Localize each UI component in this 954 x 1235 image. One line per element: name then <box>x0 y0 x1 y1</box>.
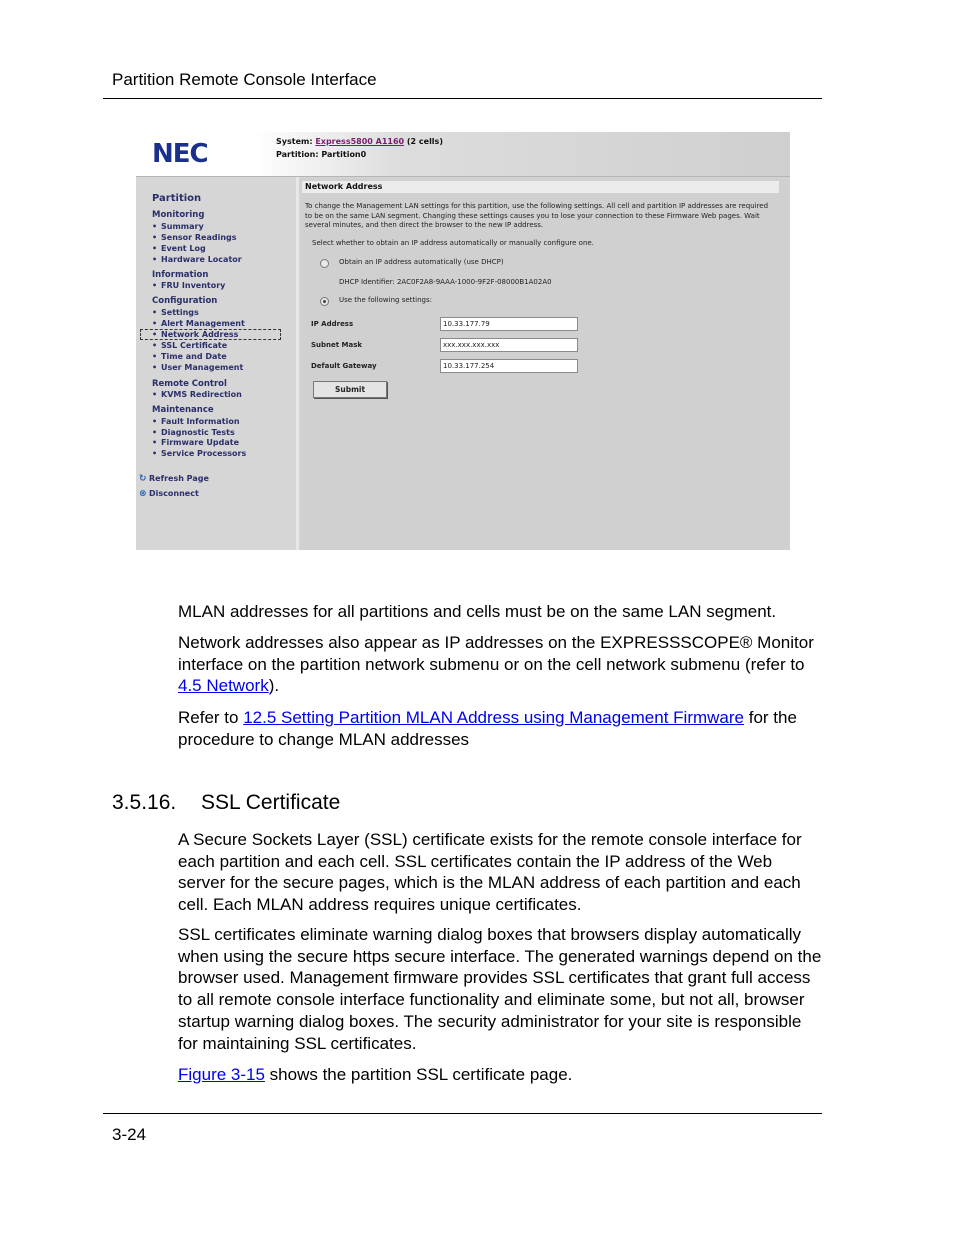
ip-address-input[interactable]: 10.33.177.79 <box>440 317 578 331</box>
subnet-mask-label: Subnet Mask <box>311 341 363 349</box>
link-4-5-network[interactable]: 4.5 Network <box>178 676 269 696</box>
section-title: Network Address <box>302 181 779 193</box>
paragraph-ssl-warnings: SSL certificates eliminate warning dialog boxes that browsers display automatically when using the secure https secure interface. The generated warnings depend on the browser used. Management firmware provides SSL certificates that grant full access to all remote console interface functionality and eliminate some, but not all, browser startup warning dialog boxes. The security administrator for your site is responsible for maintaining SSL certificates. <box>178 925 822 1053</box>
paragraph-figure-ref: Figure 3-15 shows the partition SSL certificate page. <box>178 1065 573 1084</box>
network-address-screenshot <box>136 132 790 550</box>
select-prompt: Select whether to obtain an IP address automatically or manually configure one. <box>312 239 594 247</box>
nav-item-kvms-redirection[interactable]: • KVMS Redirection <box>152 390 242 399</box>
system-link[interactable]: Express5800 A1160 <box>315 137 405 146</box>
intro-text: To change the Management LAN settings for this partition, use the following settings. All cell and partition IP addresses are required to be on the same LAN segment. Changing these settings causes you to lose your connection to these Firmware Web pages. Wait several minutes, and then direct the browser to the new IP address. <box>305 202 769 229</box>
console-banner <box>136 132 790 177</box>
nav-item-user-management[interactable]: • User Management <box>152 363 244 372</box>
nav-group-monitoring: Monitoring <box>152 210 205 220</box>
dhcp-radio[interactable] <box>320 259 329 268</box>
paragraph-ssl-intro: A Secure Sockets Layer (SSL) certificate exists for the remote console interface for each partition and each cell. SSL certificates contain the IP address of the Web server for the secure pages, which is the MLAN address of each partition and each cell. Each MLAN address requires unique certificates. <box>178 830 802 915</box>
subnet-mask-input[interactable]: xxx.xxx.xxx.xxx <box>440 338 578 352</box>
console-sidebar <box>136 177 299 550</box>
paragraph-mlan-segment: MLAN addresses for all partitions and cells must be on the same LAN segment. <box>178 602 777 621</box>
nav-item-alert-management[interactable]: • Alert Management <box>152 319 245 328</box>
link-figure-3-15[interactable]: Figure 3-15 <box>178 1065 265 1084</box>
nav-item-hardware-locator[interactable]: • Hardware Locator <box>152 255 242 264</box>
nav-item-summary[interactable]: • Summary <box>152 222 204 231</box>
nav-item-diagnostic-tests[interactable]: • Diagnostic Tests <box>152 428 235 437</box>
disconnect-icon: ⊗ <box>139 489 147 499</box>
console-main <box>302 179 790 550</box>
nav-item-ssl-certificate[interactable]: • SSL Certificate <box>152 341 228 350</box>
system-line: System: Express5800 A1160 (2 cells) <box>276 137 443 146</box>
default-gateway-input[interactable]: 10.33.177.254 <box>440 359 578 373</box>
dhcp-option-label: Obtain an IP address automatically (use DHCP) <box>339 258 504 266</box>
footer-rule <box>103 1113 822 1114</box>
nav-item-firmware-update[interactable]: • Firmware Update <box>152 438 240 447</box>
link-12-5-setting-mlan[interactable]: 12.5 Setting Partition MLAN Address using Management Firmware <box>243 708 744 727</box>
nav-item-fault-information[interactable]: • Fault Information <box>152 417 240 426</box>
page-number: 3-24 <box>112 1125 147 1144</box>
refresh-icon: ↻ <box>139 474 147 484</box>
partition-line: Partition: Partition0 <box>276 150 367 159</box>
section-number: 3.5.16. <box>112 791 177 814</box>
submit-button[interactable]: Submit <box>313 381 387 398</box>
nav-item-sensor-readings[interactable]: • Sensor Readings <box>152 233 237 242</box>
nav-item-settings[interactable]: • Settings <box>152 308 199 317</box>
nav-group-configuration: Configuration <box>152 296 218 306</box>
nav-group-information: Information <box>152 270 209 280</box>
nav-item-event-log[interactable]: • Event Log <box>152 244 206 253</box>
dhcp-identifier: DHCP Identifier: 2AC0F2A8-9AAA-1000-9F2F-08000B1A02A0 <box>339 278 552 286</box>
section-title-text: SSL Certificate <box>201 791 341 814</box>
paragraph-refer-to: Refer to 12.5 Setting Partition MLAN Address using Management Firmware for the procedure to change MLAN addresses <box>178 708 797 749</box>
page-header: Partition Remote Console Interface <box>112 70 377 89</box>
nav-group-remote-control: Remote Control <box>152 379 227 389</box>
nec-logo: NEC <box>152 139 208 169</box>
section-heading <box>112 790 340 816</box>
header-rule <box>103 98 822 99</box>
ip-address-label: IP Address <box>311 320 354 328</box>
nav-item-fru-inventory[interactable]: • FRU Inventory <box>152 281 226 290</box>
refresh-page-link[interactable]: ↻ Refresh Page <box>139 474 209 484</box>
nav-item-network-address[interactable]: • Network Address <box>140 329 281 340</box>
paragraph-network-addresses: Network addresses also appear as IP addresses on the EXPRESSSCOPE® Monitor interface on the partition network submenu or on the cell network submenu (refer to 4.5 Network). <box>178 633 814 696</box>
nav-item-time-and-date[interactable]: • Time and Date <box>152 352 227 361</box>
disconnect-link[interactable]: ⊗ Disconnect <box>139 489 199 499</box>
nav-title: Partition <box>152 193 202 204</box>
nav-item-service-processors[interactable]: • Service Processors <box>152 449 247 458</box>
manual-option-label: Use the following settings: <box>339 296 432 304</box>
nav-group-maintenance: Maintenance <box>152 405 214 415</box>
manual-radio[interactable] <box>320 297 329 306</box>
default-gateway-label: Default Gateway <box>311 362 377 370</box>
